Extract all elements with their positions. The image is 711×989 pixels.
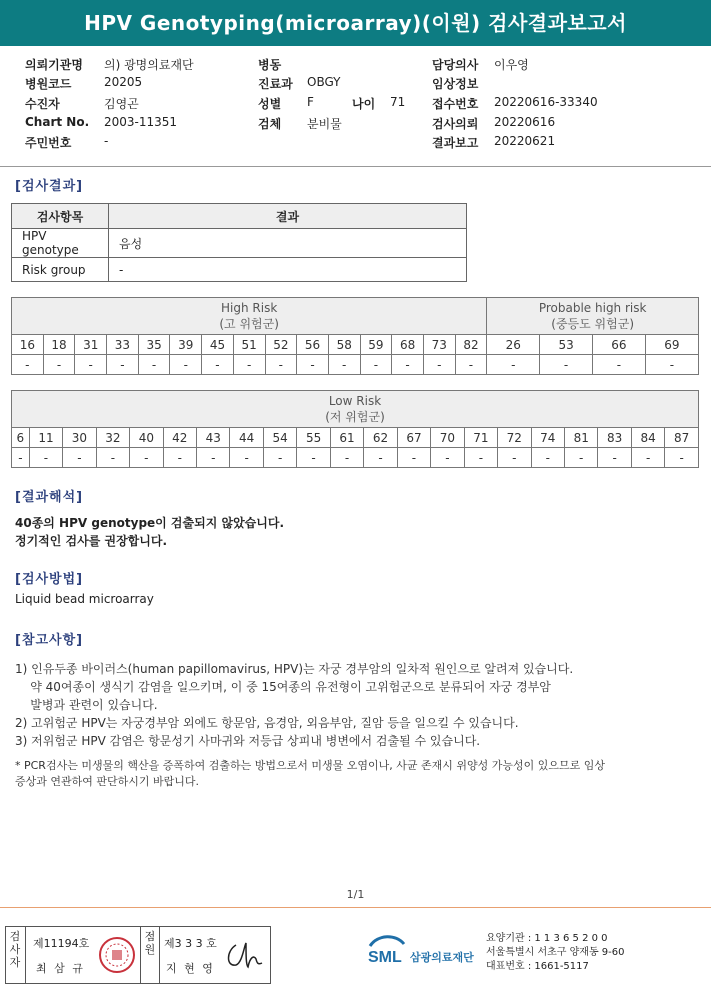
risk-group-header	[487, 298, 699, 335]
risk-group-header	[12, 391, 699, 428]
genotype-label: 35	[138, 335, 170, 355]
genotype-value: -	[431, 448, 464, 468]
interpretation-line: 40종의 HPV genotype이 검출되지 않았습니다.	[15, 516, 285, 530]
footnote-line: 증상과 연관하여 판단하시기 바랍니다.	[15, 775, 200, 788]
info-label: 검사의뢰	[432, 117, 479, 131]
table-row	[12, 335, 699, 355]
genotype-label: 61	[330, 428, 363, 448]
footer	[0, 920, 711, 989]
genotype-value: -	[540, 355, 593, 375]
genotype-value: -	[12, 448, 30, 468]
confirm-label: 점 원	[144, 930, 156, 956]
genotype-value: -	[138, 355, 170, 375]
info-value: OBGY	[307, 75, 341, 89]
genotype-value: -	[197, 448, 230, 468]
info-label: 검체	[258, 117, 282, 131]
info-label: 담당의사	[432, 58, 479, 72]
info-label: 접수번호	[432, 97, 479, 111]
info-value: 20220621	[494, 134, 556, 148]
info-value: 김영곤	[104, 97, 139, 111]
table-row	[12, 391, 699, 428]
genotype-value: -	[487, 355, 540, 375]
section-result-heading: [검사결과]	[15, 179, 84, 194]
result-table	[11, 203, 467, 282]
divider	[0, 166, 711, 167]
genotype-label: 56	[297, 335, 329, 355]
genotype-label: 51	[233, 335, 265, 355]
genotype-label: 62	[364, 428, 397, 448]
table-row	[12, 258, 467, 282]
footer-divider	[0, 907, 711, 908]
info-label: Chart No.	[25, 115, 90, 129]
genotype-value: -	[75, 355, 107, 375]
note-line: 1) 인유두종 바이러스(human papillomavirus, HPV)는 자궁 경부암의 일차적 원인으로 알려져 있습니다.	[15, 662, 574, 676]
table-row	[12, 355, 699, 375]
genotype-label: 39	[170, 335, 202, 355]
logo-subtitle: 삼광의료재단	[410, 951, 474, 964]
address-line: 서울특별시 서초구 양재동 9-60	[486, 947, 625, 958]
genotype-value: -	[364, 448, 397, 468]
genotype-value: -	[392, 355, 424, 375]
info-value: -	[104, 134, 109, 148]
genotype-label: 26	[487, 335, 540, 355]
genotype-label: 52	[265, 335, 297, 355]
confirm-name: 지 현 영	[166, 962, 215, 975]
genotype-value: -	[360, 355, 392, 375]
info-value: 분비물	[307, 117, 342, 131]
info-label: 의뢰기관명	[25, 58, 83, 72]
genotype-value: -	[565, 448, 598, 468]
method-text: Liquid bead microarray	[15, 592, 154, 606]
info-value: 이우영	[494, 58, 529, 72]
genotype-label: 54	[263, 428, 296, 448]
address-line: 요양기관 : 1 1 3 6 5 2 0 0	[486, 933, 608, 944]
genotype-label: 71	[464, 428, 497, 448]
interpretation-line: 정기적인 검사를 권장합니다.	[15, 534, 168, 548]
age-value: 71	[390, 95, 406, 109]
genotype-label: 42	[163, 428, 196, 448]
table-row	[12, 448, 699, 468]
info-label: 주민번호	[25, 136, 72, 150]
genotype-value: -	[665, 448, 699, 468]
info-label: 임상정보	[432, 77, 479, 91]
genotype-label: 81	[565, 428, 598, 448]
genotype-label: 32	[96, 428, 129, 448]
genotype-label: 70	[431, 428, 464, 448]
section-method-heading: [검사방법]	[15, 572, 84, 587]
note-line: 3) 저위험군 HPV 감염은 항문성기 사마귀와 저등급 상피내 병변에서 검출될 수 있습니다.	[15, 734, 481, 748]
high-risk-table	[11, 297, 699, 375]
genotype-label: 58	[328, 335, 360, 355]
risk-group-sublabel: (고 위험군)	[219, 317, 279, 331]
patient-info	[0, 50, 711, 165]
genotype-label: 45	[202, 335, 234, 355]
genotype-value: -	[531, 448, 564, 468]
genotype-value: -	[29, 448, 62, 468]
inspector-number: 제11194호	[33, 937, 90, 950]
result-item: Risk group	[12, 258, 109, 282]
interpretation-text	[15, 514, 284, 550]
genotype-value: -	[265, 355, 297, 375]
genotype-value: -	[96, 448, 129, 468]
seal-stamp-icon	[98, 936, 136, 974]
info-value: 20205	[104, 75, 143, 89]
genotype-label: 59	[360, 335, 392, 355]
info-label: 병동	[258, 58, 282, 72]
info-value: 의) 광명의료재단	[104, 58, 194, 72]
genotype-label: 87	[665, 428, 699, 448]
genotype-label: 73	[423, 335, 455, 355]
svg-text:SML: SML	[368, 949, 402, 966]
inspector-name: 최 삼 규	[36, 962, 85, 975]
genotype-value: -	[328, 355, 360, 375]
genotype-value: -	[130, 448, 163, 468]
signature-box	[5, 926, 271, 984]
footnote-line: * PCR검사는 미생물의 핵산을 증폭하여 검출하는 방법으로서 미생물 오염이나, 사균 존재시 위양성 가능성이 있으므로 임상	[15, 759, 605, 772]
risk-group-header	[12, 298, 487, 335]
report-title: HPV Genotyping(microarray)(이원) 검사결과보고서	[0, 0, 711, 46]
table-row	[12, 229, 467, 258]
genotype-label: 6	[12, 428, 30, 448]
genotype-value: -	[297, 355, 329, 375]
genotype-label: 83	[598, 428, 631, 448]
genotype-label: 55	[297, 428, 330, 448]
genotype-label: 33	[107, 335, 139, 355]
info-label: 수진자	[25, 97, 60, 111]
risk-group-sublabel: (저 위험군)	[325, 410, 385, 424]
genotype-label: 82	[455, 335, 487, 355]
genotype-label: 40	[130, 428, 163, 448]
genotype-value: -	[107, 355, 139, 375]
genotype-value: -	[498, 448, 531, 468]
genotype-value: -	[63, 448, 96, 468]
risk-group-label: Low Risk	[328, 394, 382, 408]
page-number: 1/1	[346, 888, 365, 901]
genotype-label: 53	[540, 335, 593, 355]
address-line: 대표번호 : 1661-5117	[486, 961, 589, 972]
genotype-value: -	[423, 355, 455, 375]
inspector-label: 검 사 자	[9, 930, 21, 969]
genotype-value: -	[631, 448, 664, 468]
company-address	[486, 932, 625, 974]
genotype-label: 67	[397, 428, 430, 448]
result-value: 음성	[109, 229, 467, 258]
genotype-value: -	[43, 355, 75, 375]
sml-logo-icon	[366, 932, 406, 968]
note-line: 약 40여종이 생식기 감염을 일으키며, 이 중 15여종의 유전형이 고위험군으로 분류되어 자궁 경부암	[15, 680, 551, 694]
genotype-value: -	[170, 355, 202, 375]
genotype-value: -	[202, 355, 234, 375]
genotype-value: -	[163, 448, 196, 468]
genotype-value: -	[233, 355, 265, 375]
reference-notes	[15, 660, 573, 750]
signature-icon	[224, 937, 266, 973]
genotype-value: -	[598, 448, 631, 468]
table-row	[12, 428, 699, 448]
genotype-label: 44	[230, 428, 263, 448]
risk-group-sublabel: (중등도 위험군)	[551, 317, 635, 331]
genotype-value: -	[263, 448, 296, 468]
genotype-label: 43	[197, 428, 230, 448]
genotype-label: 72	[498, 428, 531, 448]
genotype-label: 18	[43, 335, 75, 355]
footnote	[15, 758, 695, 790]
section-interpretation-heading: [결과해석]	[15, 490, 84, 505]
genotype-label: 68	[392, 335, 424, 355]
genotype-value: -	[464, 448, 497, 468]
result-item: HPV genotype	[12, 229, 109, 258]
risk-group-label: High Risk	[221, 301, 278, 315]
info-label: 성별	[258, 97, 282, 111]
genotype-value: -	[12, 355, 44, 375]
genotype-value: -	[230, 448, 263, 468]
risk-group-label: Probable high risk	[538, 301, 647, 315]
genotype-value: -	[330, 448, 363, 468]
genotype-label: 66	[593, 335, 646, 355]
genotype-value: -	[645, 355, 698, 375]
table-row	[12, 298, 699, 335]
info-value: 20220616-33340	[494, 95, 598, 109]
info-value: F	[307, 95, 314, 109]
info-value: 2003-11351	[104, 115, 178, 129]
genotype-label: 16	[12, 335, 44, 355]
age-label: 나이	[352, 97, 376, 111]
section-reference-heading: [참고사항]	[15, 633, 84, 648]
info-label: 병원코드	[25, 77, 72, 91]
result-header-item: 검사항목	[12, 204, 109, 229]
info-value: 20220616	[494, 115, 556, 129]
genotype-label: 69	[645, 335, 698, 355]
genotype-value: -	[297, 448, 330, 468]
genotype-value: -	[593, 355, 646, 375]
genotype-value: -	[397, 448, 430, 468]
low-risk-table	[11, 390, 699, 468]
note-line: 2) 고위험군 HPV는 자궁경부암 외에도 항문암, 음경암, 외음부암, 질암 등을 일으킬 수 있습니다.	[15, 716, 519, 730]
genotype-label: 74	[531, 428, 564, 448]
genotype-label: 30	[63, 428, 96, 448]
note-line: 발병과 관련이 있습니다.	[15, 698, 158, 712]
info-label: 진료과	[258, 77, 293, 91]
result-value: -	[109, 258, 467, 282]
genotype-label: 31	[75, 335, 107, 355]
genotype-label: 84	[631, 428, 664, 448]
genotype-value: -	[455, 355, 487, 375]
confirm-number: 제3 3 3 호	[164, 937, 217, 950]
genotype-label: 11	[29, 428, 62, 448]
result-header-result: 결과	[109, 204, 467, 229]
info-label: 결과보고	[432, 136, 479, 150]
